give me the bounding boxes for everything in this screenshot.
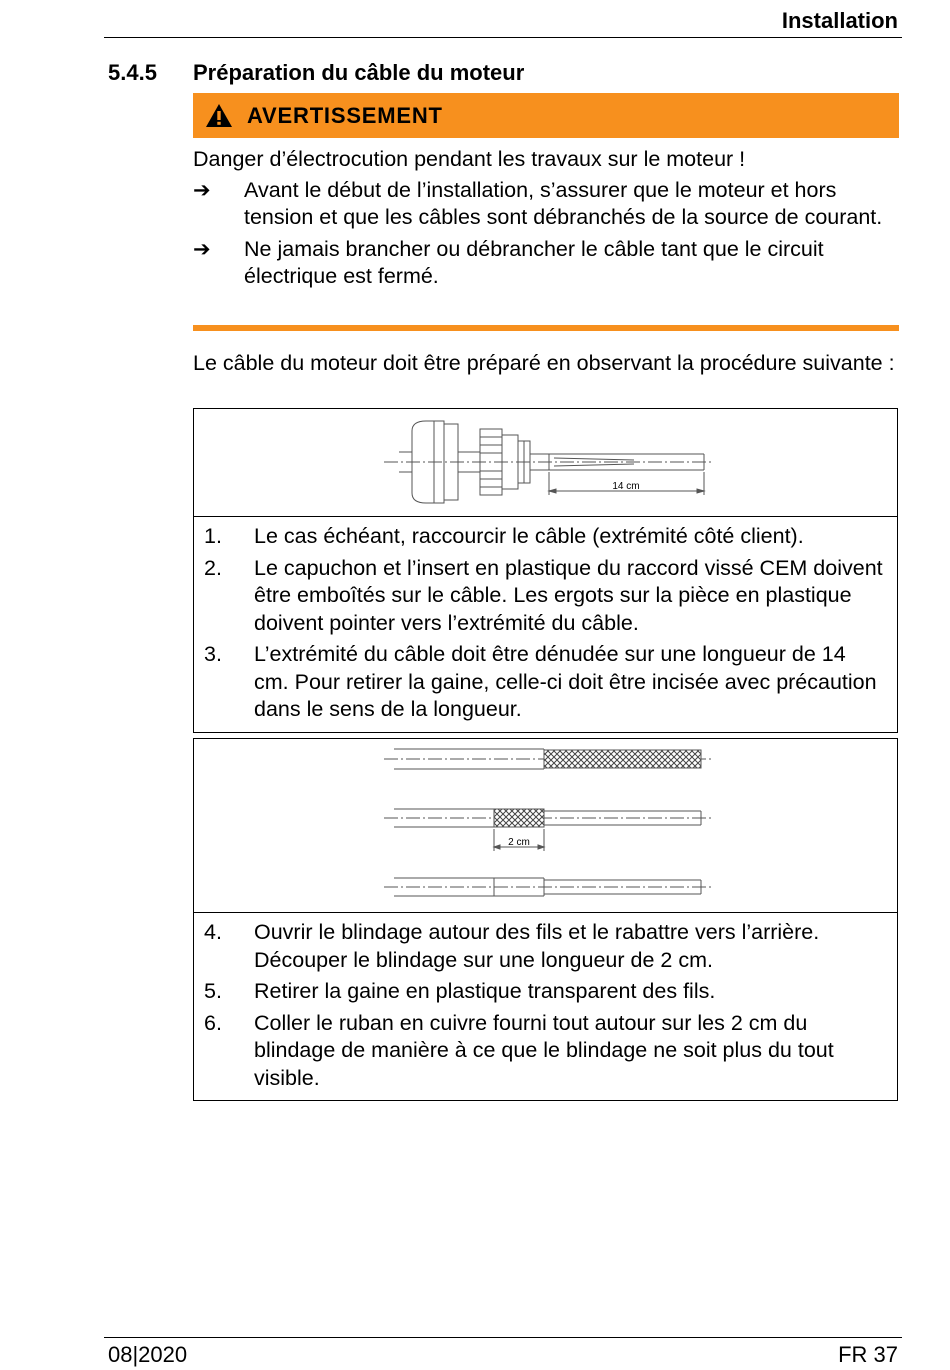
step-number: 3. xyxy=(204,642,222,666)
warning-item-text: Avant le début de l’installation, s’assurer que le moteur et hors tension et que les câbles sont débranchés de la source de courant. xyxy=(244,177,883,229)
warning-item xyxy=(193,236,899,291)
list-item xyxy=(204,523,883,551)
figure-cable-gland xyxy=(194,409,897,517)
arrow-right-icon: ➔ xyxy=(193,178,211,202)
step-number: 5. xyxy=(204,979,222,1003)
procedure-box-1 xyxy=(193,408,898,733)
dimension-label-2cm: 2 cm xyxy=(508,837,530,848)
figure-shield-preparation xyxy=(194,739,897,913)
warning-triangle-icon xyxy=(205,103,233,128)
running-header: Installation xyxy=(781,8,898,33)
list-item xyxy=(204,978,883,1006)
warning-title: AVERTISSEMENT xyxy=(247,102,443,128)
list-item xyxy=(204,919,883,974)
page-number: FR 37 xyxy=(838,1342,898,1367)
dimension-label-14cm: 14 cm xyxy=(612,481,640,492)
step-text: Retirer la gaine en plastique transparent des fils. xyxy=(254,979,716,1003)
step-number: 4. xyxy=(204,920,222,944)
list-item xyxy=(204,641,883,724)
step-text: Le capuchon et l’insert en plastique du raccord vissé CEM doivent être emboîtés sur le câble. Les ergots sur la pièce en plastique doivent pointer vers l’extrémité du câble. xyxy=(254,555,883,635)
step-text: Ouvrir le blindage autour des fils et le rabattre vers l’arrière. Découper le blindage sur une longueur de 2 cm. xyxy=(254,920,820,972)
footer-date: 08|2020 xyxy=(108,1342,188,1367)
step-number: 6. xyxy=(204,1010,222,1035)
procedure-box-2 xyxy=(193,738,898,1101)
section-number: 5.4.5 xyxy=(108,60,157,85)
footer-rule xyxy=(104,1337,902,1338)
warning-banner xyxy=(193,93,899,138)
intro-paragraph: Le câble du moteur doit être préparé en observant la procédure suivante : xyxy=(193,351,895,375)
shield-preparation-drawing xyxy=(194,739,899,911)
warning-lead: Danger d’électrocution pendant les travaux sur le moteur ! xyxy=(193,147,746,171)
section-title: Préparation du câble du moteur xyxy=(193,60,525,85)
warning-end-rule xyxy=(193,325,899,331)
cable-gland-drawing xyxy=(194,409,899,515)
steps-list-2 xyxy=(194,913,897,1100)
arrow-right-icon: ➔ xyxy=(193,237,211,261)
warning-item xyxy=(193,177,899,232)
list-item xyxy=(204,1010,883,1093)
step-number: 1. xyxy=(204,524,222,548)
warning-item-text: Ne jamais brancher ou débrancher le câble tant que le circuit électrique est fermé. xyxy=(244,236,824,288)
step-text: Le cas échéant, raccourcir le câble (extrémité côté client). xyxy=(254,524,804,548)
step-text: L’extrémité du câble doit être dénudée sur une longueur de 14 cm. Pour retirer la gaine, celle-ci doit être incisée avec précaution dans le sens de la longueur. xyxy=(254,642,877,721)
step-text: Coller le ruban en cuivre fourni tout autour sur les 2 cm du blindage de manière à ce que le blindage ne soit plus du tout visible. xyxy=(254,1010,834,1090)
list-item xyxy=(204,555,883,638)
header-rule xyxy=(104,37,902,38)
steps-list-1 xyxy=(194,517,897,732)
warning-body xyxy=(193,146,899,295)
step-number: 2. xyxy=(204,555,222,580)
